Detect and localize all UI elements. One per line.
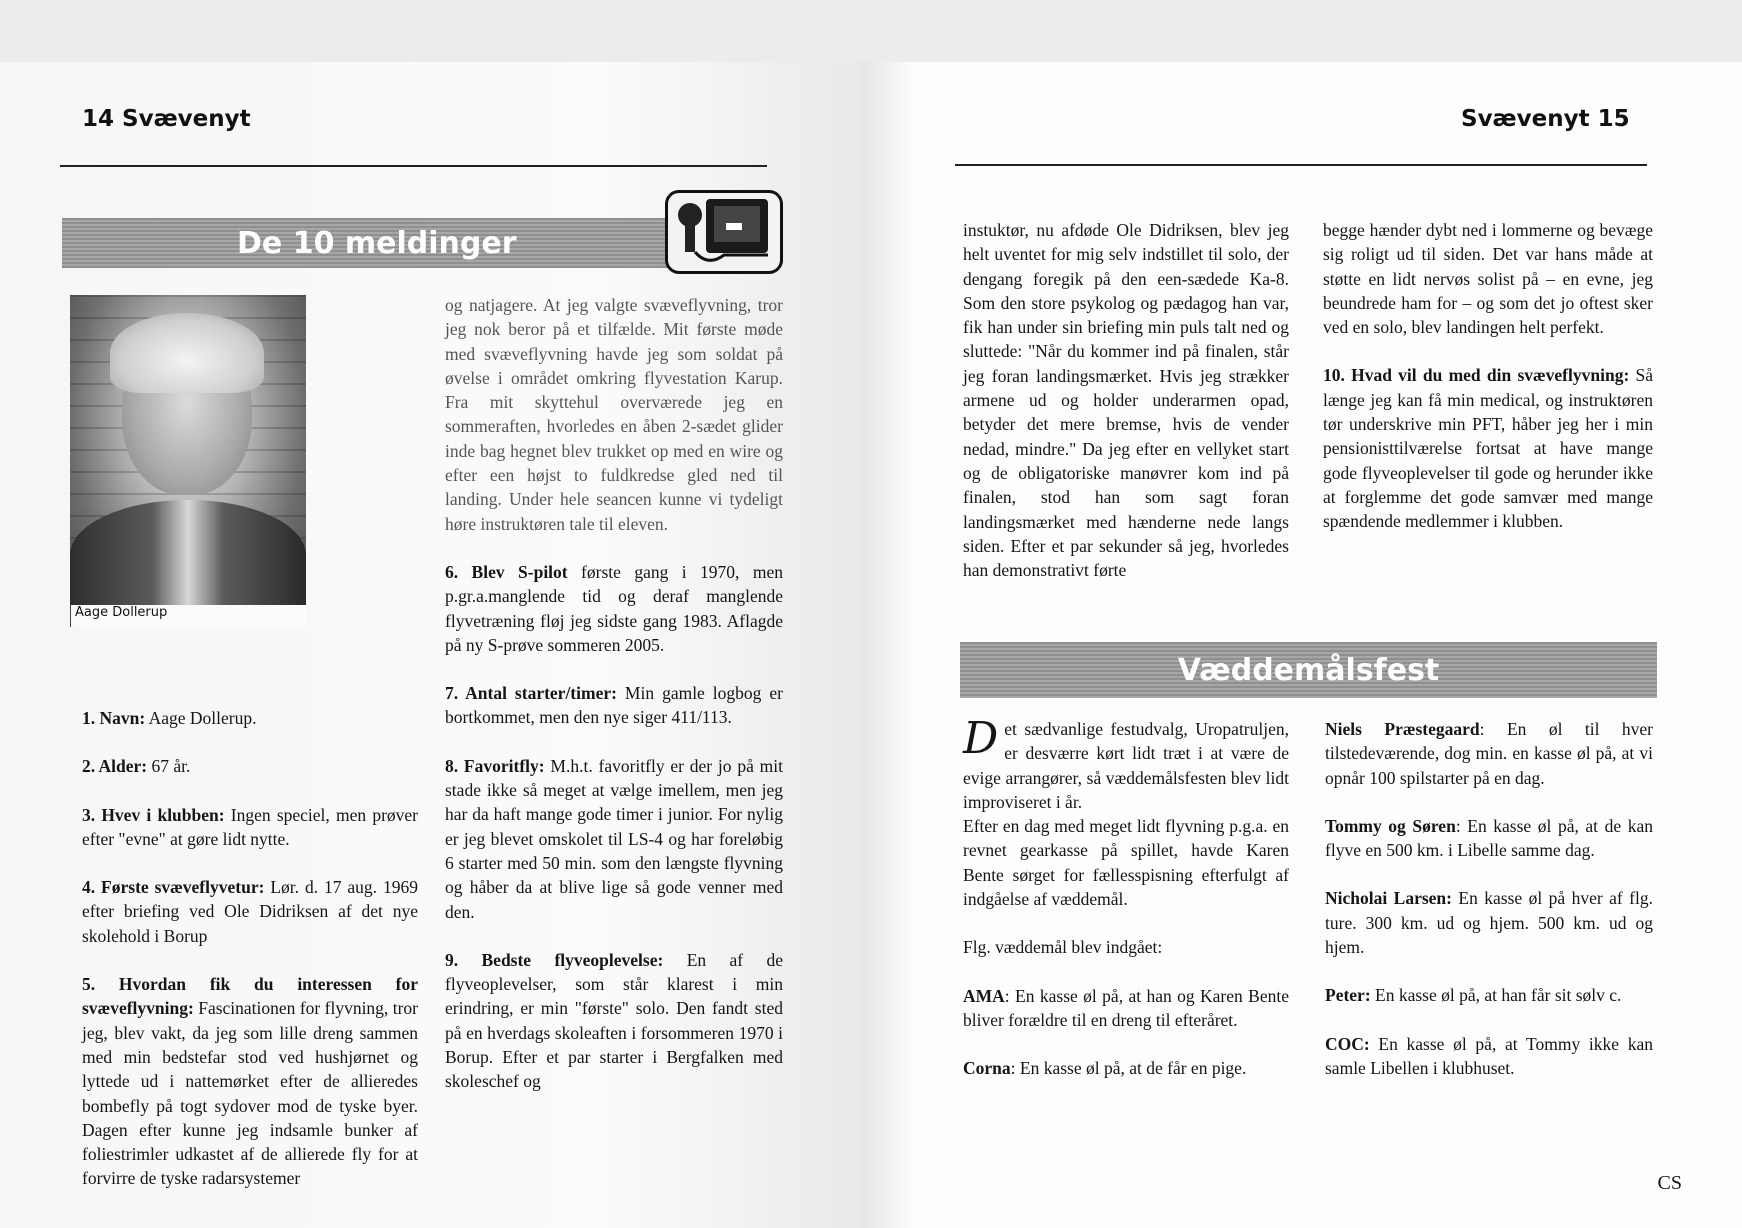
bet-name: Nicholai Larsen: bbox=[1325, 888, 1452, 909]
answer-label: 10. Hvad vil du med din svæveflyvning: bbox=[1323, 365, 1630, 386]
radio-microphone-icon-art bbox=[668, 193, 780, 271]
right-header-rule bbox=[955, 164, 1647, 166]
answer-4 bbox=[82, 875, 418, 948]
answer-label: 4. Første svæveflyvetur: bbox=[82, 877, 265, 898]
portrait-photo bbox=[70, 295, 306, 605]
answer-2 bbox=[82, 754, 418, 778]
answer-label: 1. Navn: bbox=[82, 708, 146, 728]
answer-text: Lør. d. 17 aug. 1969 efter briefing ved Ole Didriksen af det nye skolehold i Borup bbox=[82, 877, 418, 946]
dinner-text: Efter en dag med meget lidt flyvning p.g.a. en revnet gearkasse på spillet, havde Karen Bente sørget for fællesspisning efterfulgt af indgåelse af væddemål. bbox=[963, 816, 1289, 910]
bet-entry bbox=[1325, 886, 1653, 959]
drop-cap: D bbox=[963, 713, 999, 764]
answer-label: 7. Antal starter/timer: bbox=[445, 683, 617, 704]
left-banner-title: De 10 meldinger bbox=[237, 225, 517, 261]
bet-entry bbox=[1325, 717, 1653, 790]
bet-entry bbox=[1325, 814, 1653, 863]
bets-heading: Flg. væddemål blev indgået: bbox=[963, 937, 1163, 958]
answer-label: 8. Favoritfly: bbox=[445, 755, 545, 776]
answer-8 bbox=[445, 754, 783, 924]
bet-text: : En kasse øl på, at han og Karen Bente bliver forældre til en dreng til efteråret. bbox=[963, 985, 1289, 1030]
answer-text: En af de flyveoplevelser, som står klarest i min erindring, er min "første" solo. Den fandt sted på en hverdags skoleaften i forsommeren 1970 i Borup. Efter et par starter i Bergfalken med skoleschef og bbox=[445, 949, 783, 1092]
answer-10 bbox=[1323, 363, 1653, 533]
answer-5-continued: og natjagere. At jeg valgte svæveflyvning, tror jeg nok beror på et tilfælde. Mit første møde med svæveflyvning havde jeg som soldat på øvelse i området omkring flyvestation Karup. Fra mit skyttehul overværede jeg en sommeraften, hvorledes en åben 2-sædet glider inde bag hegnet blev trukket op med en wire og efter een højst to fuldkredse gled ned til landing. Under hele seancen kunne vi tydeligt høre instruktøren tale til eleven. bbox=[445, 295, 783, 534]
bet-text: : En kasse øl på, at de får en pige. bbox=[1010, 1058, 1247, 1079]
bet-entry bbox=[1325, 1032, 1653, 1081]
bet-text: : En øl til hver tilstedeværende, dog min. en kasse øl på, at vi opnår 100 spilstarter på en dag. bbox=[1325, 719, 1653, 788]
bet-entry bbox=[963, 984, 1289, 1033]
interview-column-2 bbox=[445, 293, 783, 1118]
answer-text: 67 år. bbox=[147, 756, 191, 777]
answer-label: 5. Hvordan fik du interessen for svæveflyvning: bbox=[82, 974, 418, 1019]
left-header-rule bbox=[60, 165, 767, 167]
answer-9 bbox=[445, 948, 783, 1094]
intro-text: et sædvanlige festudvalg, Uropatruljen, er desværre kørt lidt træt i at være de evige arrangører, så væddemålsfesten blev lidt improviseret i år. bbox=[963, 719, 1289, 812]
left-running-header: 14 Svævenyt bbox=[82, 106, 251, 132]
answer-6 bbox=[445, 560, 783, 657]
right-section-banner bbox=[960, 642, 1657, 698]
bet-name: Niels Præstegaard bbox=[1325, 719, 1480, 739]
answer-text: M.h.t. favoritfly er der jo på mit stade ikke så meget at vælge imellem, men jeg har da haft mange gode timer i junior. For nylig er jeg blevet omskolet til LS-4 og har foreløbig 6 starter med 50 min. som den længste flyvning og håber da at blive lige så gode venner med den. bbox=[445, 755, 783, 922]
interview-column-1 bbox=[82, 706, 418, 1215]
answer-label: 6. Blev S-pilot bbox=[445, 561, 568, 582]
story-text-end: begge hænder dybt ned i lommerne og bevæge sig roligt ud til siden. Det var hans måde at støtte en lidt nervøs solist på – en evne, jeg beundrede ham for – og som det jo oftest sker ved en solo, blev landingen helt perfekt. bbox=[1323, 220, 1653, 338]
answer-text: Så længe jeg kan få min medical, og instruktøren tør underskrive min PFT, håber jeg her i min pensionisttilværelse fortsat at have mange gode flyveoplevelser til gode og herunder ikke at forglemme det gode samvær med mange spændende medlemmer i klubben. bbox=[1323, 365, 1654, 532]
bet-text: En kasse øl på hver af flg. ture. 300 km. ud og hjem. 500 km. ud og hjem. bbox=[1325, 888, 1653, 958]
answer-text: første gang i 1970, men p.gr.a.manglende tid og deraf manglende flyvetræning fløj jeg sidste gang 1983. Aflagde på ny S-prøve sommeren 2005. bbox=[445, 561, 783, 655]
answer-text: Aage Dollerup. bbox=[145, 708, 257, 728]
answer-label: 9. Bedste flyveoplevelse: bbox=[445, 949, 664, 970]
answer-text: Ingen speciel, men prøver efter "evne" at gøre lidt nytte. bbox=[82, 804, 418, 849]
answer-7 bbox=[445, 681, 783, 730]
bet-name: Tommy og Søren bbox=[1325, 815, 1456, 836]
story-text: instuktør, nu afdøde Ole Didriksen, blev jeg helt uventet for mig selv indstillet til solo, der dengang foregik på den een-sædede Ka-8. Som den store psykolog og pædagog han var, fik han under sin briefing min puls talt ned og sluttede: "Når du kommer ind på finalen, står jeg foran landingsmærket. Hvis jeg strækker armene ud og holder underarmen opad, betyder det mere bremse, hvis de vender nedad, mindre." Da jeg efter en vellyket start og de obligatoriske manøvrer kom ind på finalen, stod han som sagt foran landingsmærket med hænderne nede langs siden. Efter et par sekunder så jeg, hvorledes han demonstrativt førte bbox=[963, 220, 1289, 581]
bet-name: Corna bbox=[963, 1058, 1011, 1079]
bet-name: AMA bbox=[963, 985, 1005, 1006]
answer-1 bbox=[82, 706, 418, 730]
bet-column-2 bbox=[1325, 717, 1653, 1104]
story-column-2 bbox=[1323, 218, 1653, 558]
right-running-header: Svævenyt 15 bbox=[1461, 106, 1630, 132]
bet-name: COC: bbox=[1325, 1033, 1370, 1054]
answer-label: 3. Hvev i klubben: bbox=[82, 804, 225, 825]
festival-intro bbox=[963, 713, 1289, 814]
answer-text: Min gamle logbog er bortkommet, men den nye siger 411/113. bbox=[445, 683, 783, 728]
bet-entry bbox=[1325, 983, 1653, 1007]
bet-entry bbox=[963, 1056, 1289, 1080]
author-signature: CS bbox=[1657, 1172, 1682, 1194]
right-banner-title: Væddemålsfest bbox=[1177, 652, 1440, 688]
bet-text: : En kasse øl på, at de kan flyve en 500 km. i Libelle samme dag. bbox=[1325, 815, 1653, 861]
bet-name: Peter: bbox=[1325, 985, 1371, 1006]
story-column-1 bbox=[963, 218, 1289, 606]
answer-label: 2. Alder: bbox=[82, 756, 148, 777]
bet-text: En kasse øl på, at han får sit sølv c. bbox=[1370, 985, 1622, 1006]
bet-column-1 bbox=[963, 713, 1289, 1105]
answer-3 bbox=[82, 803, 418, 852]
answer-text: Fascinationen for flyvning, tror jeg, blev vakt, da jeg som lille dreng sammen med min bedstefar stod ved hushjørnet og lyttede ud i nattemørket efter de allieredes bombefly på togt sydover mod de tyske byer. Dagen efter kunne jeg indsamle bunker af foliestrimler udkastet af de allierede fly for at forvirre de tyske radarsystemer bbox=[82, 998, 418, 1189]
photo-caption: Aage Dollerup bbox=[70, 605, 306, 627]
answer-5 bbox=[82, 972, 418, 1191]
radio-microphone-icon bbox=[665, 190, 783, 274]
bet-text: En kasse øl på, at Tommy ikke kan samle Libellen i klubhuset. bbox=[1325, 1033, 1653, 1078]
